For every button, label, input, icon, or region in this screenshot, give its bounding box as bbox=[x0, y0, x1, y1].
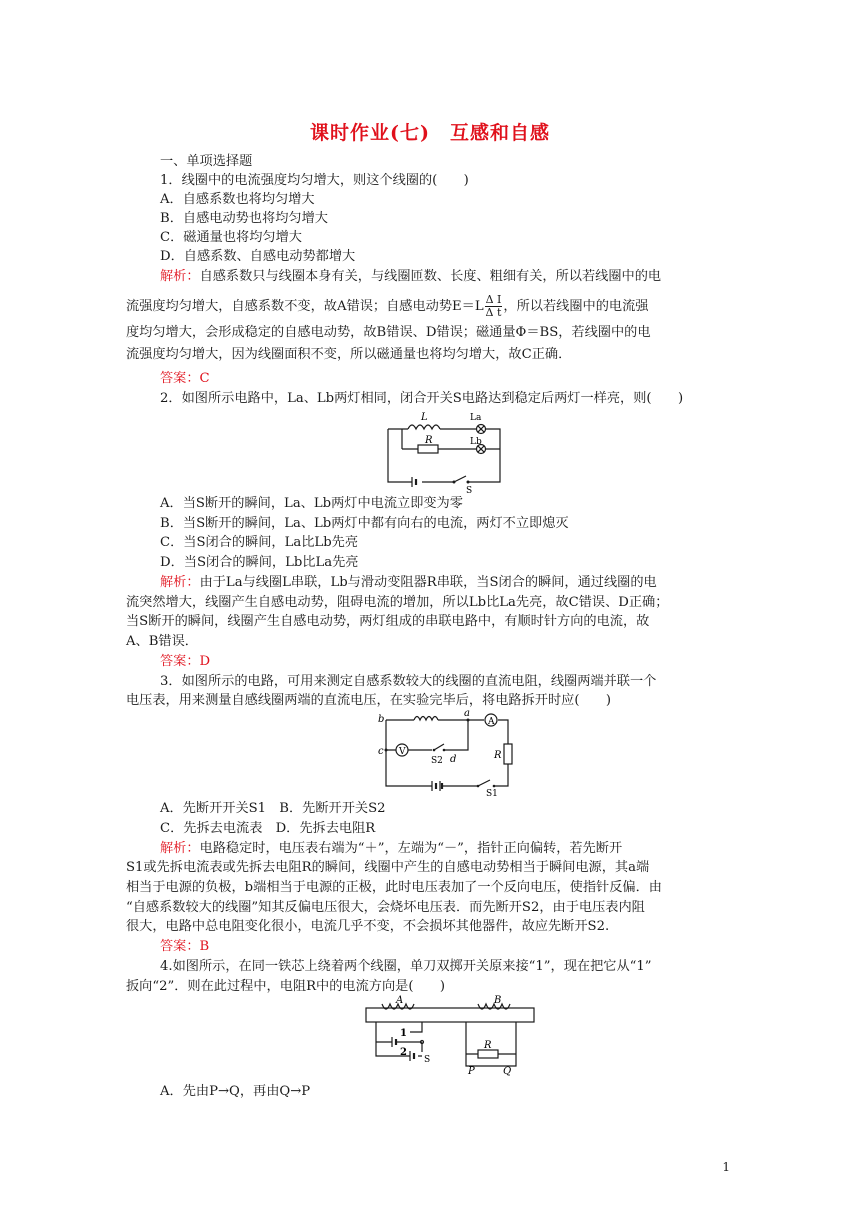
q1-analysis-label: 解析： bbox=[160, 269, 200, 284]
section-heading: 一、单项选择题 bbox=[160, 154, 253, 169]
q2-option-b: B．当S断开的瞬间，La、Lb两灯中都有向右的电流，两灯不立即熄灭 bbox=[160, 516, 569, 531]
q3-analysis-line-5: 很大，电路中总电阻变化很小，电流几乎不变，不会损坏其他器件，故应先断开S2. bbox=[126, 919, 610, 934]
q2-circuit-figure bbox=[380, 407, 510, 496]
q3-analysis-line-2: S1或先拆电流表或先拆去电阻R的瞬间，线圈中产生的自感电动势相当于瞬间电源，其a端 bbox=[126, 860, 650, 875]
q3-label-S1: S1 bbox=[486, 789, 498, 799]
q2-option-d: D．当S闭合的瞬间，Lb比La先亮 bbox=[160, 555, 359, 570]
q3-label-R: R bbox=[494, 750, 502, 761]
q3-stem-line-2: 电压表，用来测量自感线圈两端的直流电压，在实验完毕后，将电路拆开时应( ) bbox=[126, 693, 612, 708]
q4-label-P: P bbox=[468, 1066, 475, 1077]
q1-answer: 答案：C bbox=[160, 371, 210, 386]
q3-label-a: a bbox=[464, 708, 470, 719]
q3-analysis-line-3: 相当于电源的负极，b端相当于电源的正极，此时电压表加了一个反向电压，使指针反偏．由 bbox=[126, 880, 662, 895]
q4-circuit-figure bbox=[362, 994, 538, 1076]
q2-label-La: La bbox=[470, 413, 482, 423]
q4-label-S: S bbox=[424, 1055, 431, 1065]
q2-analysis-line-3: 当S断开的瞬间，线圈产生自感电动势，两灯组成的串联电路中，有顺时针方向的电流，故 bbox=[126, 614, 650, 629]
q4-label-R: R bbox=[484, 1040, 492, 1051]
q2-stem: 2．如图所示电路中，La、Lb两灯相同，闭合开关S电路达到稳定后两灯一样亮，则( ) bbox=[160, 391, 684, 406]
q2-label-Lb: Lb bbox=[470, 437, 482, 447]
q2-analysis-line-4: A、B错误． bbox=[126, 634, 198, 649]
q1-analysis-line-3: 度均匀增大，会形成稳定的自感电动势，故B错误、D错误；磁通量Φ＝BS，若线圈中的电 bbox=[126, 325, 651, 340]
q1-stem: 1．线圈中的电流强度均匀增大，则这个线圈的( ) bbox=[160, 173, 469, 188]
q3-analysis-line-4: “自感系数较大的线圈”知其反偏电压很大，会烧坏电压表．而先断开S2，由于电压表内阻 bbox=[126, 900, 645, 915]
q1-option-a: A．自感系数也将均匀增大 bbox=[160, 192, 315, 207]
q4-label-1: 1 bbox=[400, 1028, 407, 1039]
q1-analysis-line-4: 流强度均匀增大，因为线圈面积不变，所以磁通量也将均匀增大，故C正确． bbox=[126, 347, 572, 362]
q3-voltmeter-label: V bbox=[399, 747, 406, 757]
q2-option-c: C．当S闭合的瞬间，La比Lb先亮 bbox=[160, 535, 359, 550]
q1-option-c: C．磁通量也将均匀增大 bbox=[160, 230, 302, 245]
page-number: 1 bbox=[722, 1160, 730, 1174]
q2-label-R: R bbox=[425, 435, 433, 446]
q3-analysis-line-1: 解析：电路稳定时，电压表右端为“＋”，左端为“－”，指针正向偏转，若先断开 bbox=[160, 841, 623, 856]
q4-label-2: 2 bbox=[400, 1047, 407, 1058]
q2-option-a: A．当S断开的瞬间，La、Lb两灯中电流立即变为零 bbox=[160, 496, 463, 511]
q3-stem-line-1: 3．如图所示的电路，可用来测定自感系数较大的线圈的直流电阻，线圈两端并联一个 bbox=[160, 674, 657, 689]
q3-label-c: c bbox=[378, 746, 384, 757]
q3-options-cd: C．先拆去电流表 D．先拆去电阻R bbox=[160, 821, 376, 836]
q3-label-S2: S2 bbox=[431, 756, 443, 766]
q1-fraction: $\frac{\text{Δ I}}{\text{Δ t}}$ bbox=[485, 293, 502, 319]
q4-label-A: A bbox=[396, 995, 404, 1006]
q3-label-b: b bbox=[378, 714, 385, 725]
q4-stem-line-2: 扳向“2”．则在此过程中，电阻R中的电流方向是( ) bbox=[126, 979, 446, 994]
q2-label-L: L bbox=[421, 412, 428, 423]
q2-analysis-line-1: 解析：由于La与线圈L串联，Lb与滑动变阻器R串联，当S闭合的瞬间，通过线圈的电 bbox=[160, 575, 657, 590]
q4-option-a: A．先由P→Q，再由Q→P bbox=[160, 1084, 311, 1099]
q4-stem-line-1: 4.如图所示，在同一铁芯上绕着两个线圈，单刀双掷开关原来接“1”，现在把它从“1” bbox=[160, 959, 652, 974]
q3-ammeter-label: A bbox=[488, 717, 495, 727]
q1-option-b: B．自感电动势也将均匀增大 bbox=[160, 211, 328, 226]
q4-label-B: B bbox=[494, 995, 502, 1006]
q1-analysis-line-2: 流强度均匀增大，自感系数不变，故A错误；自感电动势E＝L $\frac{\text{Δ I}}{\text{Δ t}}$ ，所以若线圈中的电流强 bbox=[126, 293, 649, 319]
q3-circuit-figure bbox=[374, 708, 524, 799]
q2-analysis-line-2: 流突然增大，线圈产生自感电动势，阻碍电流的增加，所以Lb比La先亮，故C错误、D正确； bbox=[126, 595, 669, 610]
q4-label-Q: Q bbox=[503, 1066, 512, 1077]
q1-option-d: D．自感系数、自感电动势都增大 bbox=[160, 249, 356, 264]
q3-options-ab: A．先断开开关S1 B．先断开开关S2 bbox=[160, 801, 386, 816]
q2-answer: 答案：D bbox=[160, 654, 211, 669]
q2-label-S: S bbox=[466, 486, 473, 496]
q1-analysis-line-1: 解析：自感系数只与线圈本身有关，与线圈匝数、长度、粗细有关，所以若线圈中的电 bbox=[160, 269, 662, 284]
q3-label-d: d bbox=[450, 754, 457, 765]
page-title: 课时作业(七) 互感和自感 bbox=[310, 122, 550, 144]
q3-answer: 答案：B bbox=[160, 939, 210, 954]
